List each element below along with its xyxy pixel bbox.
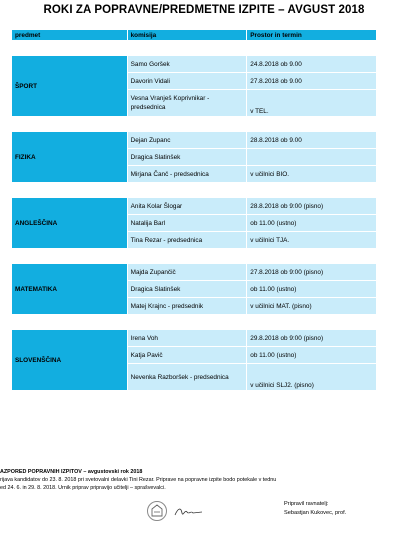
footer-line-2: ed 24. 6. in 29. 8. 2018. Urnik priprav pripravijo učitelji – sprašvevalci. [0, 485, 166, 491]
committee-member: Davorin Vidali [128, 73, 247, 89]
subject-name: ŠPORT [12, 56, 127, 116]
exam-slot: 24.8.2018 ob 9.00 [247, 56, 376, 72]
principal-name: Sebastjan Kukovec, prof. [284, 510, 347, 516]
committee-member: Dragica Slatinšek [128, 281, 247, 297]
committee-member: Dejan Zupanc [128, 132, 247, 148]
exam-slot: 28.8.2018 ob 9.00 [247, 132, 376, 148]
table-row [12, 330, 376, 346]
header-place-and-time: Prostor in termin [247, 30, 376, 40]
section-spacer [12, 249, 376, 263]
footer-heading: AZPORED POPRAVNIH IZPITOV – avgustovski rok 2018 [0, 469, 143, 475]
header-subject: predmet [12, 30, 127, 40]
table-row [12, 56, 376, 72]
footer-line-1: rijava kandidatov do 23. 8. 2018 pri svetovalni delavki Tini Rezar. Priprave na popravne izpite bodo potekale v tednu [0, 477, 277, 483]
committee-member: Anita Kolar Šlogar [128, 198, 247, 214]
committee-member: Nevenka Razboršek - predsednica [128, 364, 247, 390]
exam-slot [247, 149, 376, 165]
committee-member: Natalija Barl [128, 215, 247, 231]
header-committee: komisija [128, 30, 247, 40]
exam-slot: 27.8.2018 ob 9.00 [247, 73, 376, 89]
exam-schedule-table [11, 29, 377, 391]
committee-member: Matej Krajnc - predsednik [128, 298, 247, 314]
committee-member: Vesna Vranješ Koprivnikar - predsednica [128, 90, 247, 116]
document-title: ROKI ZA POPRAVNE/PREDMETNE IZPITE – AVGUST 2018 [43, 4, 365, 16]
subject-name: FIZIKA [12, 132, 127, 182]
exam-slot: v učilnici BIO. [247, 166, 376, 182]
section-spacer [12, 315, 376, 329]
exam-slot: v učilnici SLJ2. (pisno) [247, 364, 376, 390]
table-row [12, 198, 376, 214]
subject-name: SLOVENŠČINA [12, 330, 127, 390]
committee-member: Tina Rezar - predsednica [128, 232, 247, 248]
committee-member: Katja Pavič [128, 347, 247, 363]
exam-slot: 28.8.2018 ob 9:00 (pisno) [247, 198, 376, 214]
exam-slot: 27.8.2018 ob 9:00 (pisno) [247, 264, 376, 280]
exam-slot: v TEL. [247, 90, 376, 116]
exam-slot: 29.8.2018 ob 9:00 (pisno) [247, 330, 376, 346]
section-spacer [12, 117, 376, 131]
exam-slot: ob 11.00 (ustno) [247, 347, 376, 363]
exam-slot: v učilnici TJA. [247, 232, 376, 248]
table-header-row [12, 30, 376, 40]
committee-member: Irena Voh [128, 330, 247, 346]
committee-member: Samo Goršek [128, 56, 247, 72]
subject-name: MATEMATIKA [12, 264, 127, 314]
table-row [12, 132, 376, 148]
committee-member: Majda Zupančič [128, 264, 247, 280]
subject-name: ANGLEŠČINA [12, 198, 127, 248]
school-stamp-icon [146, 499, 168, 523]
section-spacer [12, 183, 376, 197]
prepared-by-label: Pripravil ravnatelj: [284, 501, 329, 507]
exam-slot: ob 11.00 (ustno) [247, 281, 376, 297]
committee-member: Mirjana Čanč - predsednica [128, 166, 247, 182]
section-spacer [12, 41, 376, 55]
exam-slot: ob 11.00 (ustno) [247, 215, 376, 231]
table-row [12, 264, 376, 280]
handwritten-signature-icon [174, 505, 204, 519]
committee-member: Dragica Slatinšek [128, 149, 247, 165]
exam-slot: v učilnici MAT. (pisno) [247, 298, 376, 314]
